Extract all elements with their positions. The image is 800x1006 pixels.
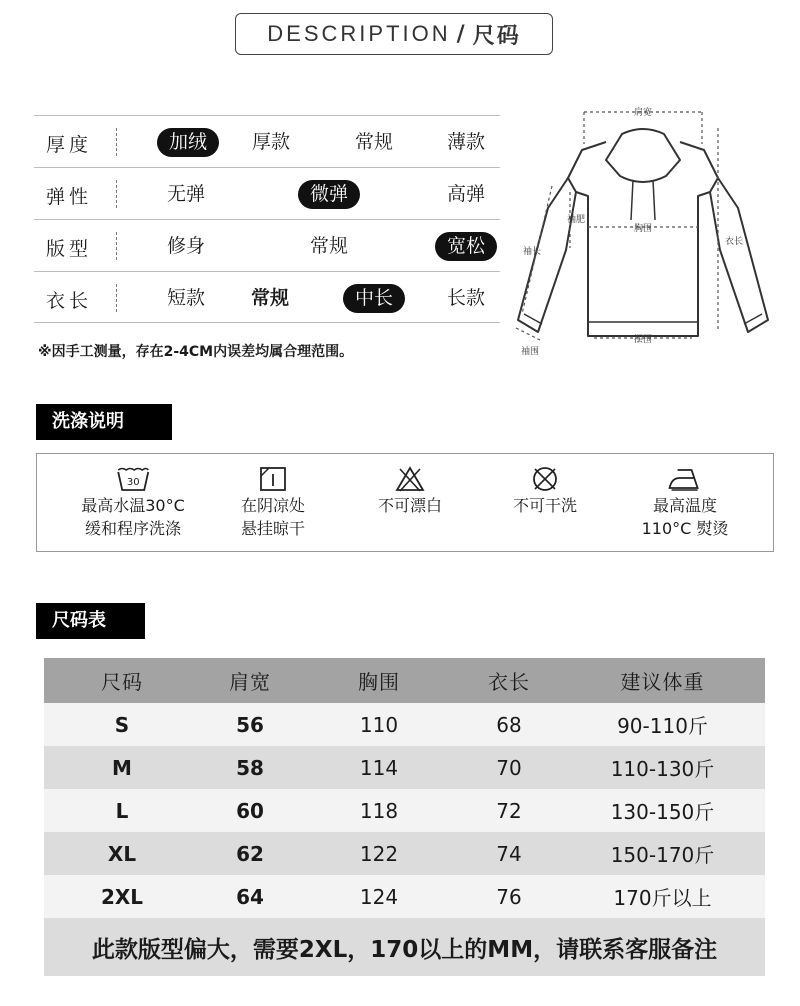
hem-label: 摆围 [633, 335, 653, 345]
spec-option: 无弹 [166, 183, 206, 205]
size-cell: S [114, 712, 130, 737]
hood-outline [606, 129, 680, 182]
care-text: 最高水温30°C [81, 496, 185, 515]
care-item-wash [81, 466, 185, 540]
column-header: 肩宽 [229, 670, 271, 694]
spec-option: 常规 [354, 131, 394, 153]
spec-option: 常规 [309, 235, 349, 257]
chest-cell: 118 [359, 798, 399, 823]
care-text: 不可干洗 [512, 496, 578, 515]
care-item-dryclean [513, 466, 577, 517]
size-cell: 2XL [100, 884, 144, 909]
shoulder-cell: 60 [236, 798, 264, 823]
care-text: 不可漂白 [377, 496, 443, 515]
wash-30-icon [116, 466, 150, 492]
care-item-iron [642, 466, 729, 540]
iron-icon [668, 466, 702, 492]
sleeve-length-label: 袖长 [522, 247, 542, 257]
size-cell: L [115, 798, 129, 823]
spec-label: 衣长 [46, 290, 93, 312]
size-cell: M [112, 755, 132, 780]
length-cell: 68 [496, 712, 522, 737]
cuff-label: 袖围 [520, 347, 540, 357]
shoulder-cell: 56 [236, 712, 264, 737]
right-sleeve-outline [710, 178, 768, 332]
chest-label: 胸围 [633, 224, 653, 234]
shoulder-cell: 64 [236, 884, 264, 909]
spec-option: 修身 [166, 235, 206, 257]
size-cell: XL [107, 841, 137, 866]
description-title [235, 13, 553, 55]
spec-divider [116, 284, 117, 312]
spec-option-selected: 微弹 [298, 180, 360, 209]
weight-cell: 90-110斤 [617, 714, 708, 738]
spec-row-length [34, 271, 500, 323]
spec-label: 弹性 [46, 186, 93, 208]
title-cn: 尺码 [472, 23, 521, 49]
spec-divider [116, 180, 117, 208]
table-row [44, 875, 765, 918]
column-header: 尺码 [101, 670, 143, 694]
spec-option-selected: 中长 [343, 284, 405, 313]
shoulder-cell: 62 [236, 841, 264, 866]
drawstring [653, 180, 655, 220]
hoodie-measurement-diagram [512, 100, 774, 362]
length-cell: 74 [496, 841, 522, 866]
spec-option: 常规 [250, 287, 290, 309]
spec-label: 版型 [46, 238, 93, 260]
table-row [44, 789, 765, 832]
care-text: 在阴凉处 [240, 496, 306, 515]
wash-section-header: 洗涤说明 [36, 404, 172, 440]
chest-cell: 124 [359, 884, 399, 909]
spec-row-thickness [34, 115, 500, 167]
title-sep: / [456, 21, 467, 47]
table-row [44, 746, 765, 789]
title-en: DESCRIPTION [267, 21, 451, 46]
column-header: 胸围 [358, 670, 400, 694]
weight-cell: 170斤以上 [613, 886, 712, 910]
spec-label: 厚度 [46, 134, 93, 156]
column-header: 衣长 [488, 670, 530, 694]
care-text: 悬挂晾干 [240, 519, 306, 538]
chest-cell: 110 [359, 712, 399, 737]
no-dry-clean-icon [530, 466, 560, 492]
shoulder-label: 肩宽 [633, 108, 653, 118]
spec-divider [116, 232, 117, 260]
spec-option-selected: 宽松 [435, 232, 497, 261]
spec-option: 短款 [166, 287, 206, 309]
spec-row-elasticity [34, 167, 500, 219]
table-row [44, 703, 765, 746]
size-table-header [44, 658, 765, 703]
table-row [44, 832, 765, 875]
care-instructions-box [36, 453, 774, 552]
care-text: 缓和程序洗涤 [84, 519, 182, 538]
spec-option: 薄款 [446, 131, 486, 153]
sleeve-width-label: 袖肥 [566, 215, 586, 225]
length-cell: 76 [496, 884, 522, 909]
spec-option: 长款 [446, 287, 486, 309]
shoulder-cell: 58 [236, 755, 264, 780]
wash-temp-label: 30 [126, 477, 140, 488]
spec-table [34, 115, 500, 323]
drawstring [631, 180, 633, 220]
size-footer-note: 此款版型偏大，需要2XL，170以上的MM，请联系客服备注 [44, 918, 765, 976]
column-header: 建议体重 [620, 670, 705, 694]
spec-option: 高弹 [446, 183, 486, 205]
measurement-note: ※因手工测量，存在2-4CM内误差均属合理范围。 [38, 344, 354, 360]
spec-row-fit [34, 219, 500, 271]
care-text: 最高温度 [652, 496, 717, 515]
care-item-dry [241, 466, 305, 540]
no-bleach-icon [395, 466, 425, 492]
length-cell: 70 [496, 755, 522, 780]
chest-cell: 122 [359, 841, 399, 866]
care-item-bleach [378, 466, 442, 517]
spec-option-selected: 加绒 [157, 128, 219, 157]
body-outline [568, 142, 718, 336]
length-label: 衣长 [724, 237, 744, 247]
weight-cell: 110-130斤 [610, 757, 715, 781]
length-cell: 72 [496, 798, 522, 823]
size-section-header: 尺码表 [36, 603, 145, 639]
weight-cell: 130-150斤 [610, 800, 715, 824]
weight-cell: 150-170斤 [610, 843, 715, 867]
care-text: 110°C 熨烫 [641, 519, 729, 538]
hang-dry-shade-icon [258, 466, 288, 492]
chest-cell: 114 [359, 755, 399, 780]
size-table [44, 658, 765, 976]
spec-option: 厚款 [251, 131, 291, 153]
spec-divider [116, 128, 117, 156]
